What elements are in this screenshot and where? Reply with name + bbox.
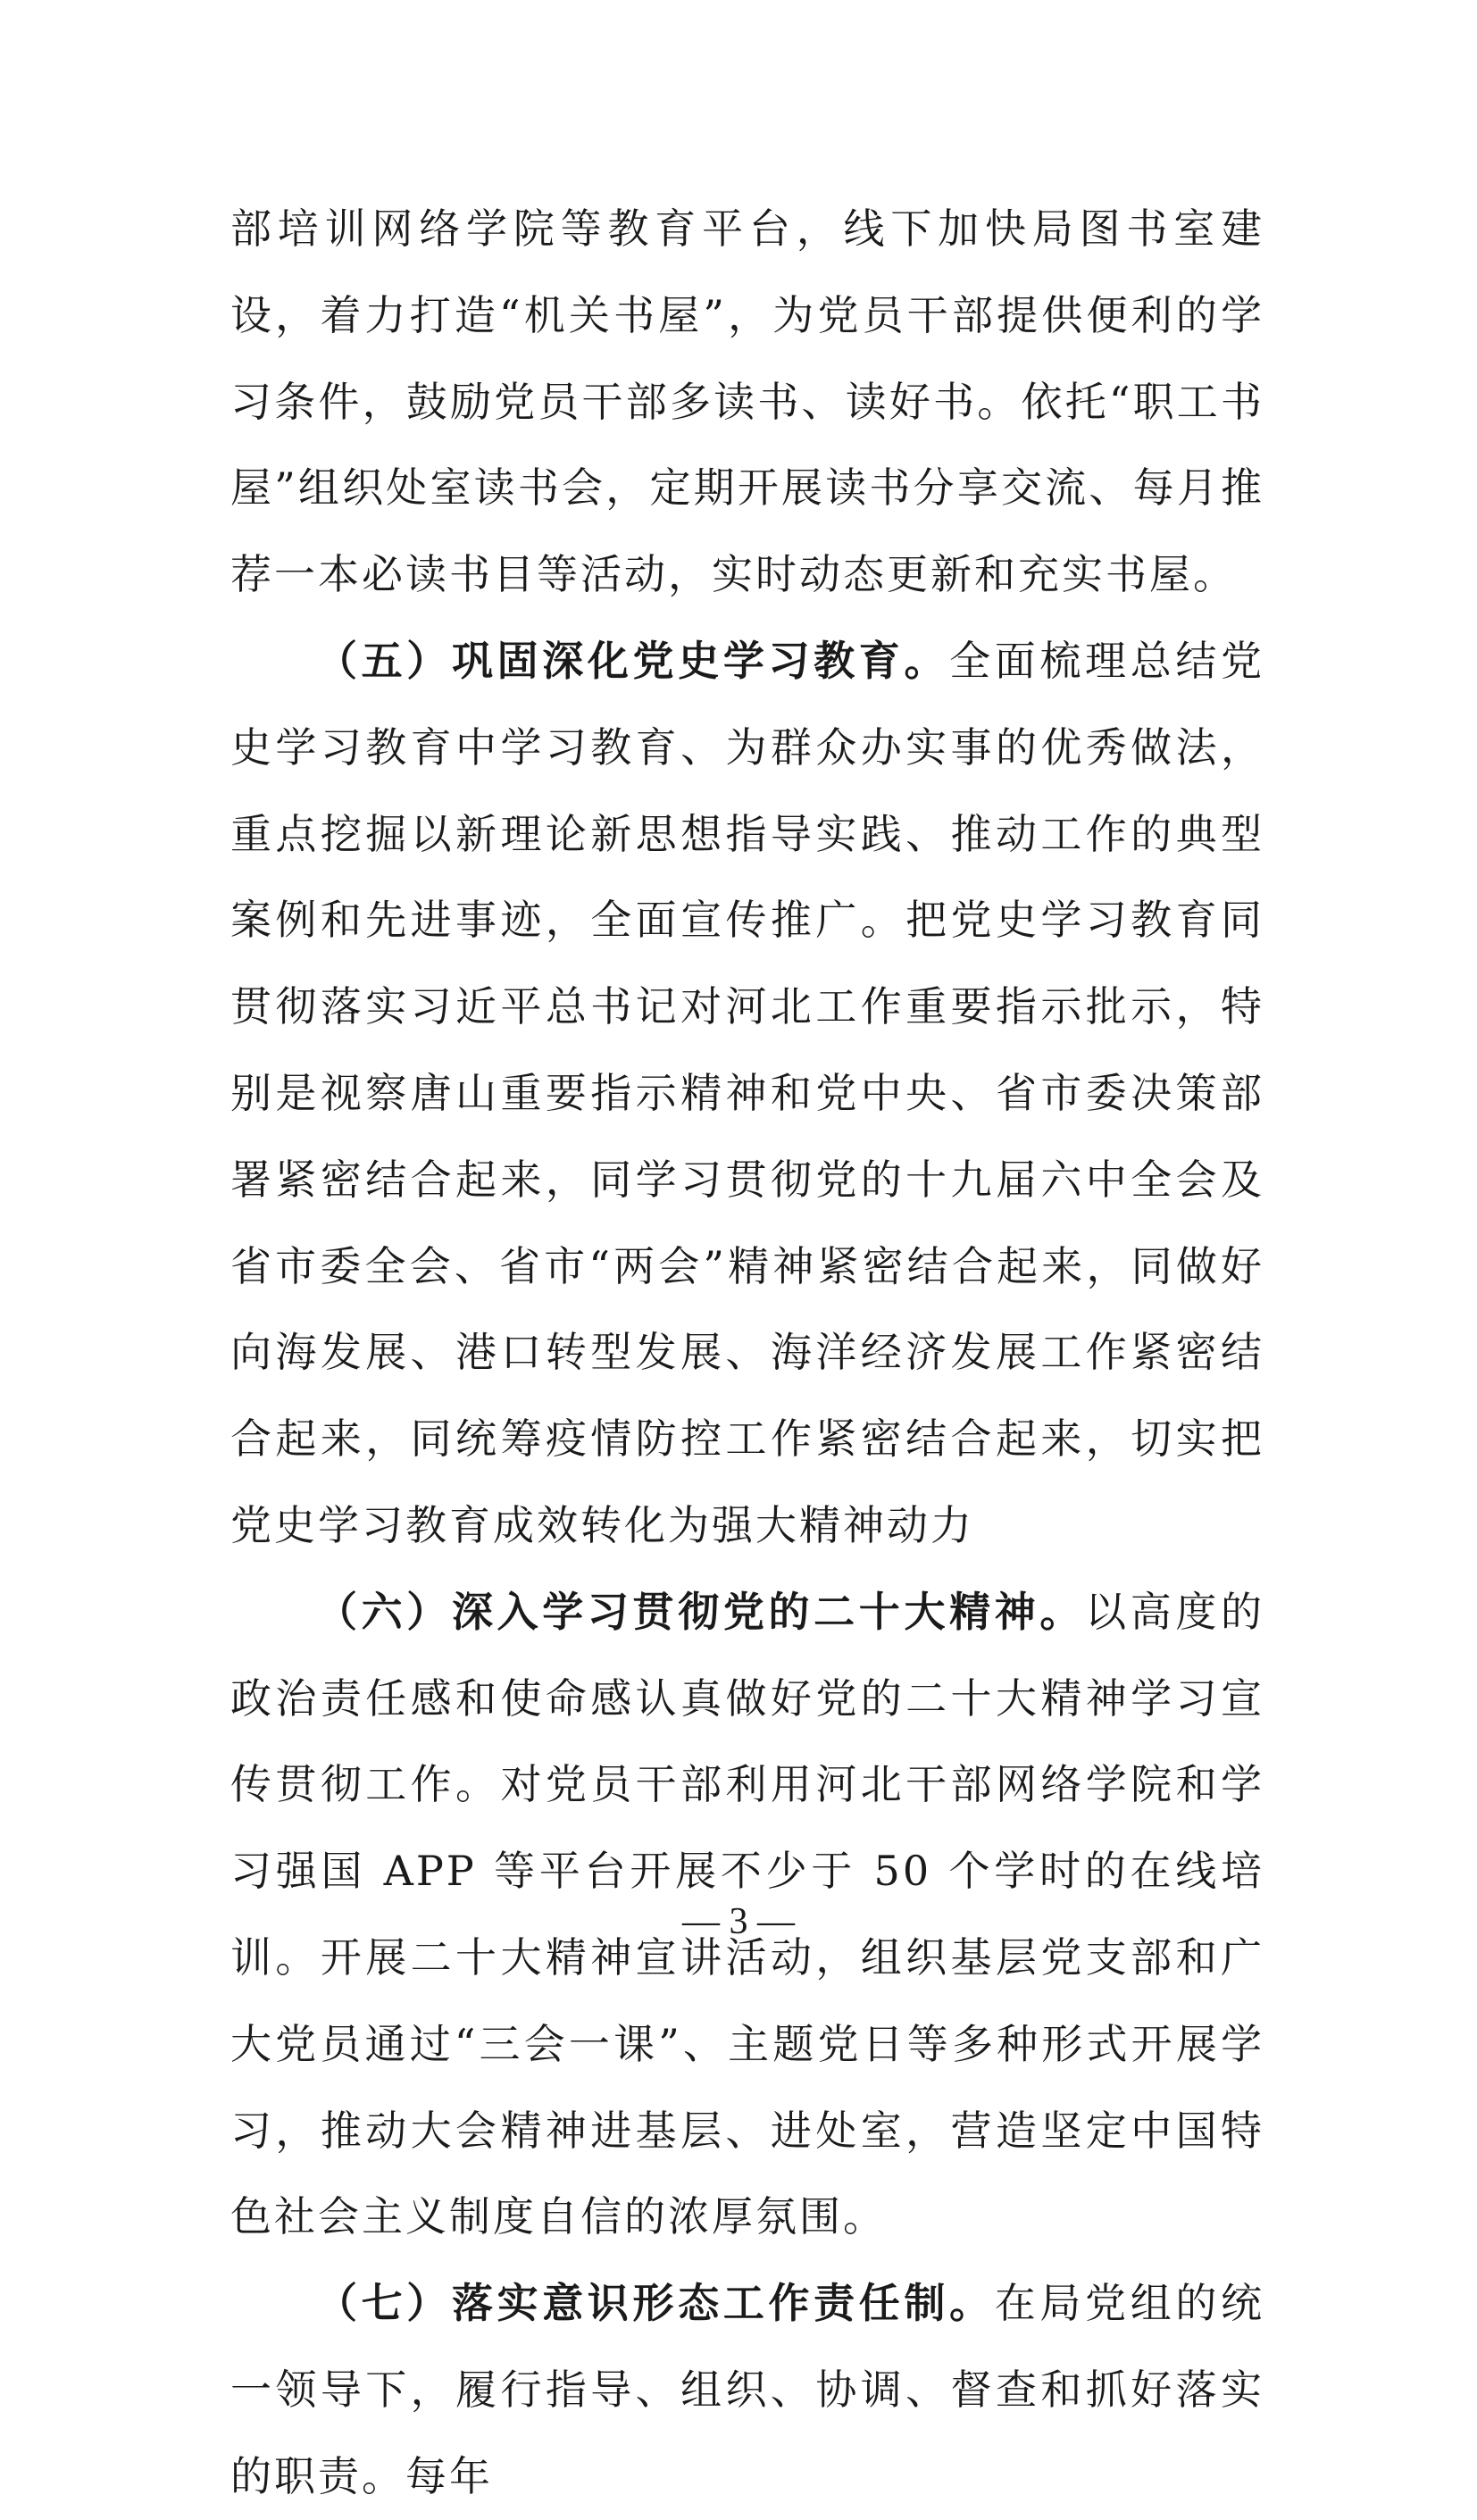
paragraph-text: 部培训网络学院等教育平台，线下加快局图书室建设，着力打造“机关书屋”，为党员干部提供便利的学习条件，鼓励党员干部多读书、读好书。依托“职工书屋”组织处室读书会，定期开展读书分享交流、每月推荐一本必读书目等活动，实时动态更新和充实书屋。 [230, 204, 1264, 599]
section-heading: （六）深入学习贯彻党的二十大精神。 [316, 1587, 1086, 1636]
paragraph-section-5 [230, 618, 1264, 1569]
paragraph-text: 以高度的政治责任感和使命感认真做好党的二十大精神学习宣传贯彻工作。对党员干部利用河北干部网络学院和学习强国 APP 等平台开展不少于 50 个学时的在线培训。开展二十大精神宣讲活动，组织基层党支部和广大党员通过“三会一课”、主题党日等多种形式开展学习，推动大会精神进基层、进处室，营造坚定中国特色社会主义制度自信的浓厚氛围。 [230, 1587, 1265, 2241]
paragraph-section-7 [230, 2260, 1264, 2519]
paragraph-continued [230, 186, 1264, 618]
section-heading: （七）落实意识形态工作责任制。 [316, 2279, 995, 2328]
paragraph-text: 全面梳理总结党史学习教育中学习教育、为群众办实事的优秀做法，重点挖掘以新理论新思想指导实践、推动工作的典型案例和先进事迹，全面宣传推广。把党史学习教育同贯彻落实习近平总书记对河北工作重要指示批示，特别是视察唐山重要指示精神和党中央、省市委决策部署紧密结合起来，同学习贯彻党的十九届六中全会及省市委全会、省市“两会”精神紧密结合起来，同做好向海发展、港口转型发展、海洋经济发展工作紧密结合起来，同统筹疫情防控工作紧密结合起来，切实把党史学习教育成效转化为强大精神动力 [230, 636, 1265, 1549]
section-heading: （五）巩固深化党史学习教育。 [316, 636, 950, 685]
paragraph-text: 在局党组的统一领导下，履行指导、组织、协调、督查和抓好落实的职责。每年 [230, 2279, 1265, 2500]
page-number: — 3 — [682, 1901, 795, 1942]
document-body [230, 186, 1264, 2520]
